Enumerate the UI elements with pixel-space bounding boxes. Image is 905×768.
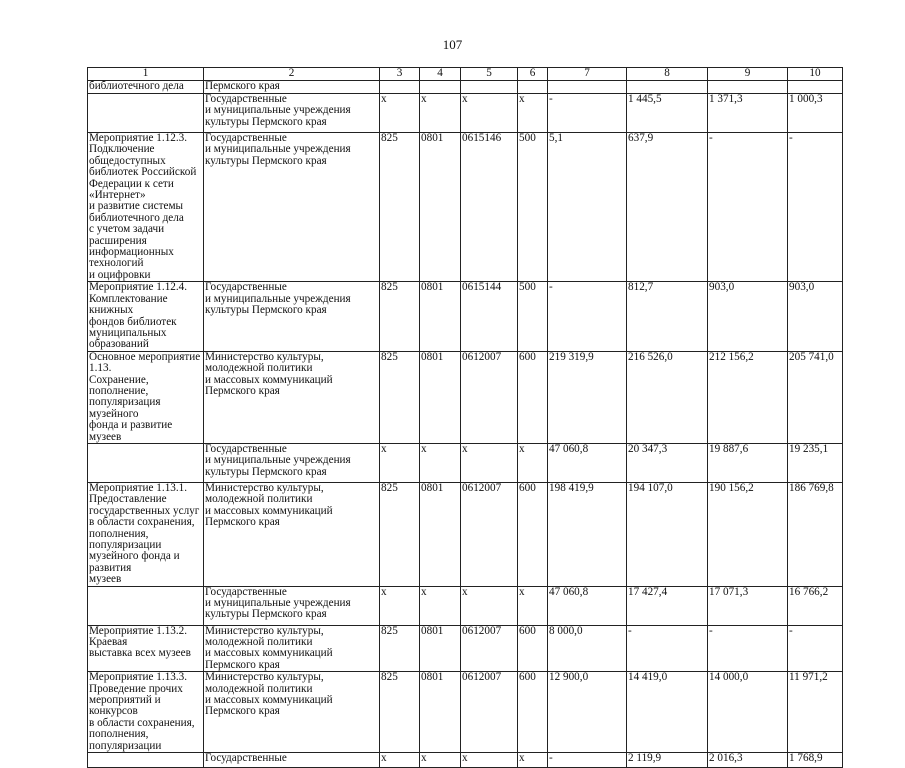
column-header: 2 — [204, 68, 380, 81]
table-cell: 825 — [380, 351, 420, 443]
table-cell — [518, 81, 548, 94]
table-row — [88, 625, 843, 672]
table-cell: x — [420, 94, 461, 133]
table-row — [88, 672, 843, 753]
table-cell: 1 445,5 — [627, 94, 708, 133]
column-header: 3 — [380, 68, 420, 81]
column-header: 4 — [420, 68, 461, 81]
table-cell: Министерство культуры, молодежной политики и массовых коммуникаций Пермского края — [204, 672, 380, 753]
table-cell: 212 156,2 — [708, 351, 788, 443]
table-cell: Министерство культуры, молодежной политики и массовых коммуникаций Пермского края — [204, 482, 380, 586]
table-cell: 1 000,3 — [788, 94, 843, 133]
table-row — [88, 753, 843, 768]
table-cell — [88, 443, 204, 482]
table-row — [88, 94, 843, 133]
table-cell: 600 — [518, 625, 548, 672]
page-number: 107 — [442, 37, 463, 52]
table-cell: 0612007 — [461, 351, 518, 443]
table-cell: - — [708, 625, 788, 672]
table-cell: x — [380, 443, 420, 482]
table-cell: 600 — [518, 482, 548, 586]
table-cell: 500 — [518, 133, 548, 282]
table-cell: 5,1 — [548, 133, 627, 282]
table-cell: 216 526,0 — [627, 351, 708, 443]
table-row — [88, 282, 843, 351]
table-cell: 825 — [380, 482, 420, 586]
column-header: 7 — [548, 68, 627, 81]
column-header: 5 — [461, 68, 518, 81]
table-cell — [88, 586, 204, 625]
table-cell: x — [518, 443, 548, 482]
table-cell: 194 107,0 — [627, 482, 708, 586]
budget-table — [87, 67, 843, 768]
table-cell: 825 — [380, 133, 420, 282]
table-cell: 17 427,4 — [627, 586, 708, 625]
table-cell: 0801 — [420, 672, 461, 753]
table-cell: 0612007 — [461, 482, 518, 586]
table-cell: 0615144 — [461, 282, 518, 351]
table-cell: Мероприятие 1.13.1. Предоставление государственных услуг в области сохранения, пополнения, популяризации музейного фонда и развития музеев — [88, 482, 204, 586]
table-cell: Мероприятие 1.12.4. Комплектование книжных фондов библиотек муниципальных образований — [88, 282, 204, 351]
table-cell: 0612007 — [461, 625, 518, 672]
table-cell: - — [788, 625, 843, 672]
table-row — [88, 133, 843, 282]
table-cell — [88, 94, 204, 133]
table-cell: 0801 — [420, 482, 461, 586]
table-row — [88, 482, 843, 586]
column-header: 10 — [788, 68, 843, 81]
table-cell: Министерство культуры, молодежной политики и массовых коммуникаций Пермского края — [204, 351, 380, 443]
table-row — [88, 81, 843, 94]
table-cell: x — [420, 443, 461, 482]
table-cell: Государственные и муниципальные учреждения культуры Пермского края — [204, 94, 380, 133]
table-cell: 1 768,9 — [788, 753, 843, 768]
table-cell — [627, 81, 708, 94]
table-cell: 47 060,8 — [548, 443, 627, 482]
table-cell: - — [788, 133, 843, 282]
table-cell: x — [518, 586, 548, 625]
table-cell: 14 000,0 — [708, 672, 788, 753]
table-cell: - — [548, 94, 627, 133]
table-cell: - — [548, 282, 627, 351]
table-cell: библиотечного дела — [88, 81, 204, 94]
table-cell — [788, 81, 843, 94]
table-cell: 600 — [518, 672, 548, 753]
table-cell: Основное мероприятие 1.13. Сохранение, пополнение, популяризация музейного фонда и развитие музеев — [88, 351, 204, 443]
table-cell: 2 119,9 — [627, 753, 708, 768]
table-cell: 12 900,0 — [548, 672, 627, 753]
table-cell: x — [380, 753, 420, 768]
table-cell: x — [380, 586, 420, 625]
table-cell: 812,7 — [627, 282, 708, 351]
table-cell: 16 766,2 — [788, 586, 843, 625]
column-header: 8 — [627, 68, 708, 81]
table-cell: 1 371,3 — [708, 94, 788, 133]
table-cell: 219 319,9 — [548, 351, 627, 443]
table-cell: 19 235,1 — [788, 443, 843, 482]
table-cell: Государственные и муниципальные учреждения культуры Пермского края — [204, 443, 380, 482]
table-cell: Государственные и муниципальные учреждения культуры Пермского края — [204, 586, 380, 625]
table-row — [88, 586, 843, 625]
table-cell: 2 016,3 — [708, 753, 788, 768]
table-cell: 11 971,2 — [788, 672, 843, 753]
table-cell: Министерство культуры, молодежной политики и массовых коммуникаций Пермского края — [204, 625, 380, 672]
table-cell: 17 071,3 — [708, 586, 788, 625]
table-cell — [461, 81, 518, 94]
table-cell: x — [461, 753, 518, 768]
table-cell: Государственные и муниципальные учреждения культуры Пермского края — [204, 282, 380, 351]
table-cell: 20 347,3 — [627, 443, 708, 482]
table-cell: - — [548, 753, 627, 768]
column-header: 1 — [88, 68, 204, 81]
table-cell: 0801 — [420, 133, 461, 282]
table-cell: x — [518, 753, 548, 768]
table-cell: 0801 — [420, 625, 461, 672]
table-cell: 500 — [518, 282, 548, 351]
table-cell: 600 — [518, 351, 548, 443]
table-cell: Пермского края — [204, 81, 380, 94]
table-cell: x — [518, 94, 548, 133]
table-cell: 47 060,8 — [548, 586, 627, 625]
table-header-row — [88, 68, 843, 81]
table-cell: 0801 — [420, 351, 461, 443]
table-cell: x — [461, 586, 518, 625]
table-cell: 825 — [380, 282, 420, 351]
table-cell: x — [380, 94, 420, 133]
table-cell: 637,9 — [627, 133, 708, 282]
table-cell: Мероприятие 1.13.2. Краевая выставка всех музеев — [88, 625, 204, 672]
table-cell: 19 887,6 — [708, 443, 788, 482]
table-cell: Мероприятие 1.13.3. Проведение прочих мероприятий и конкурсов в области сохранения, пополнения, популяризации — [88, 672, 204, 753]
table-cell: x — [420, 753, 461, 768]
table-cell — [708, 81, 788, 94]
table-cell: Государственные и муниципальные учреждения культуры Пермского края — [204, 133, 380, 282]
table-cell: Мероприятие 1.12.3. Подключение общедоступных библиотек Российской Федерации к сети «Интернет» и развитие системы библиотечного дела с учетом задачи расширения информационных технологий и оцифровки — [88, 133, 204, 282]
table-cell: 903,0 — [708, 282, 788, 351]
table-cell — [420, 81, 461, 94]
table-cell: 0615146 — [461, 133, 518, 282]
table-cell — [88, 753, 204, 768]
table-cell: 825 — [380, 672, 420, 753]
column-header: 9 — [708, 68, 788, 81]
table-cell: x — [461, 443, 518, 482]
table-cell: - — [708, 133, 788, 282]
table-cell: - — [627, 625, 708, 672]
table-cell: 14 419,0 — [627, 672, 708, 753]
table-cell: 190 156,2 — [708, 482, 788, 586]
table-cell: x — [461, 94, 518, 133]
table-cell: 198 419,9 — [548, 482, 627, 586]
table-cell: Государственные — [204, 753, 380, 768]
table-cell: 8 000,0 — [548, 625, 627, 672]
table-cell: 186 769,8 — [788, 482, 843, 586]
table-row — [88, 443, 843, 482]
table-cell — [548, 81, 627, 94]
table-cell: 0612007 — [461, 672, 518, 753]
table-cell: 825 — [380, 625, 420, 672]
table-row — [88, 351, 843, 443]
table-cell: 903,0 — [788, 282, 843, 351]
table-cell: x — [420, 586, 461, 625]
table-cell — [380, 81, 420, 94]
table-cell: 0801 — [420, 282, 461, 351]
table-cell: 205 741,0 — [788, 351, 843, 443]
column-header: 6 — [518, 68, 548, 81]
